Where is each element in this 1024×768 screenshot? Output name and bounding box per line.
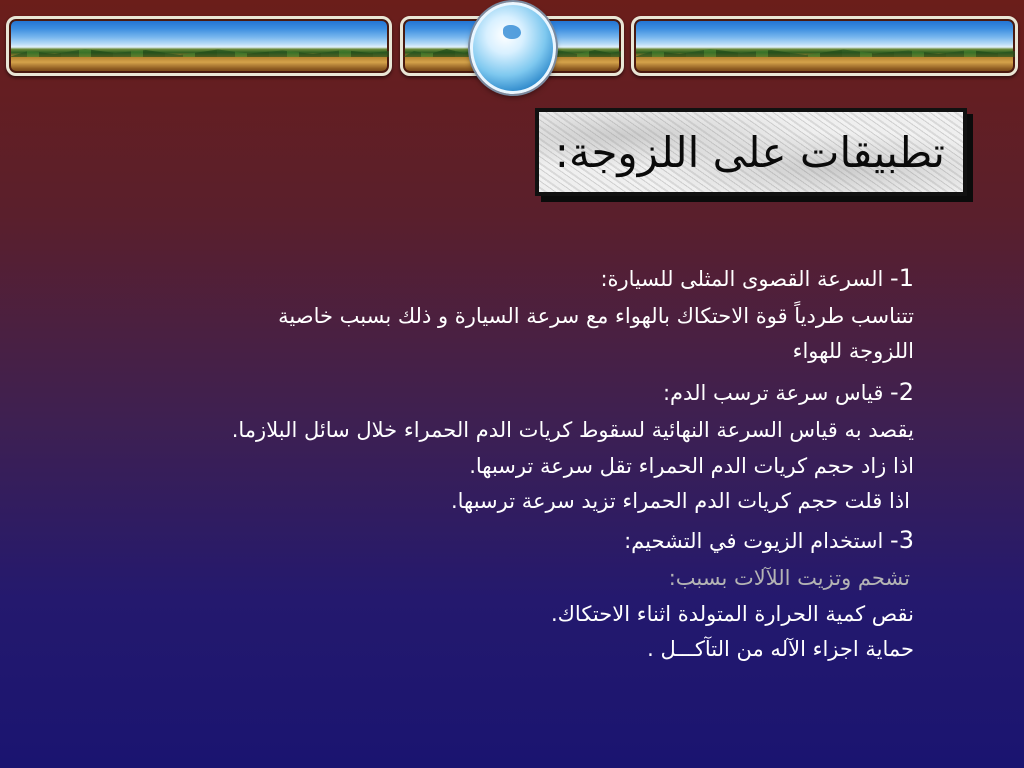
section-1-line-2: اللزوجة للهواء — [792, 339, 914, 364]
section-2-heading — [54, 372, 914, 413]
section-3-heading — [54, 520, 914, 561]
slide-title: تطبيقات على اللزوجة: — [554, 127, 945, 177]
section-3-line-2: حماية اجزاء الآله من التآكـــل . — [647, 637, 914, 662]
section-1-title: السرعة القصوى المثلى للسيارة: — [600, 267, 891, 291]
header-banner-left — [6, 16, 392, 76]
globe-orb-icon — [470, 2, 556, 94]
slide-body — [54, 258, 914, 668]
section-3-number: 3- — [890, 526, 914, 555]
section-1-number: 1- — [890, 264, 914, 292]
section-1-heading — [54, 258, 914, 299]
section-2-line-1: يقصد به قياس السرعة النهائية لسقوط كريات الدم الحمراء خلال سائل البلازما. — [231, 417, 914, 442]
header-banner-right — [631, 16, 1018, 76]
section-2-line-2: اذا زاد حجم كريات الدم الحمراء تقل سرعة ترسبها. — [469, 453, 914, 478]
slide-title-box — [535, 108, 967, 196]
section-2-line-3: اذا قلت حجم كريات الدم الحمراء تزيد سرعة ترسبها. — [450, 489, 910, 514]
section-2-number: 2- — [890, 378, 914, 407]
section-3-line-1: نقص كمية الحرارة المتولدة اثناء الاحتكاك. — [550, 601, 914, 626]
section-2-title: قياس سرعة ترسب الدم: — [662, 381, 891, 406]
section-3-subheading: تشحم وتزيت اللآلات بسبب: — [668, 565, 910, 590]
section-1-line-1: تتناسب طردياً قوة الاحتكاك بالهواء مع سرعة السيارة و ذلك بسبب خاصية — [278, 303, 914, 328]
section-3-title: استخدام الزيوت في التشحيم: — [624, 529, 891, 554]
